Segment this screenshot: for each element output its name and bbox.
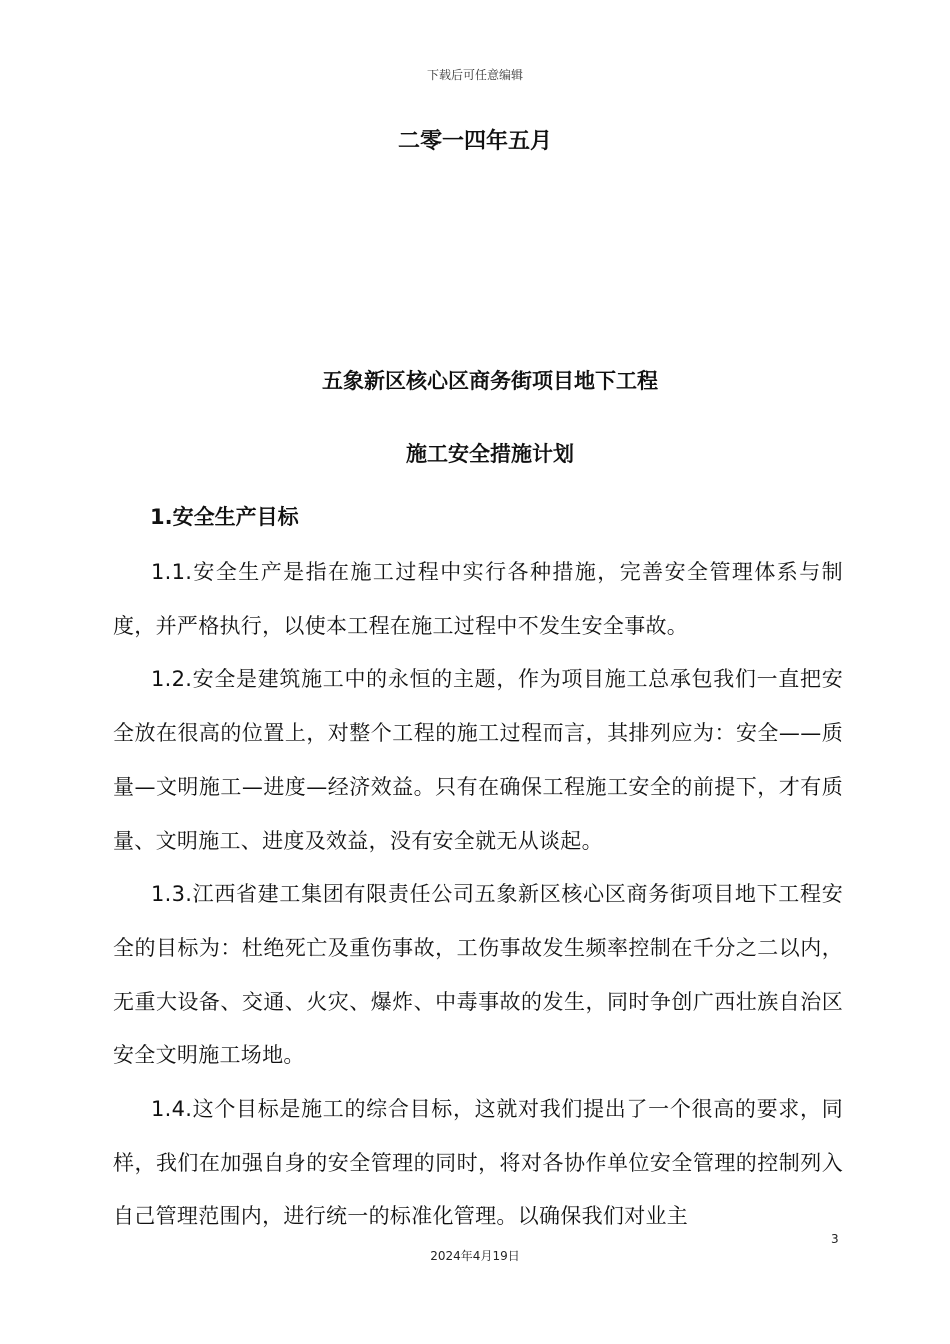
- cover-date: 二零一四年五月: [397, 129, 552, 154]
- paragraph-1-1: 1.1.安全生产是指在施工过程中实行各种措施，完善安全管理体系与制度，并严格执行，以使本工程在施工过程中不发生安全事故。: [113, 560, 843, 638]
- paragraph-1-3: 1.3.江西省建工集团有限责任公司五象新区核心区商务街项目地下工程安全的目标为：杜绝死亡及重伤事故，工伤事故发生频率控制在千分之二以内，无重大设备、交通、火灾、爆炸、中毒事故的发生，同时争创广西壮族自治区安全文明施工场地。: [113, 882, 843, 1068]
- header-note: 下载后可任意编辑: [426, 68, 523, 82]
- document-title-line1: 五象新区核心区商务街项目地下工程: [322, 369, 658, 393]
- document-title-line2: 施工安全措施计划: [406, 442, 574, 466]
- section-heading: 1.安全生产目标: [150, 505, 299, 529]
- paragraph-1-2: 1.2.安全是建筑施工中的永恒的主题，作为项目施工总承包我们一直把安全放在很高的位置上，对整个工程的施工过程而言，其排列应为：安全——质量—文明施工—进度—经济效益。只有在确保工程施工安全的前提下，才有质量、文明施工、进度及效益，没有安全就无从谈起。: [113, 667, 843, 853]
- body-text: [113, 546, 843, 1244]
- paragraph-1-4: 1.4.这个目标是施工的综合目标，这就对我们提出了一个很高的要求，同样，我们在加强自身的安全管理的同时，将对各协作单位安全管理的控制列入自己管理范围内，进行统一的标准化管理。以确保我们对业主: [113, 1097, 843, 1229]
- footer-date: 2024年4月19日: [430, 1249, 520, 1263]
- page-number: 3: [831, 1232, 839, 1246]
